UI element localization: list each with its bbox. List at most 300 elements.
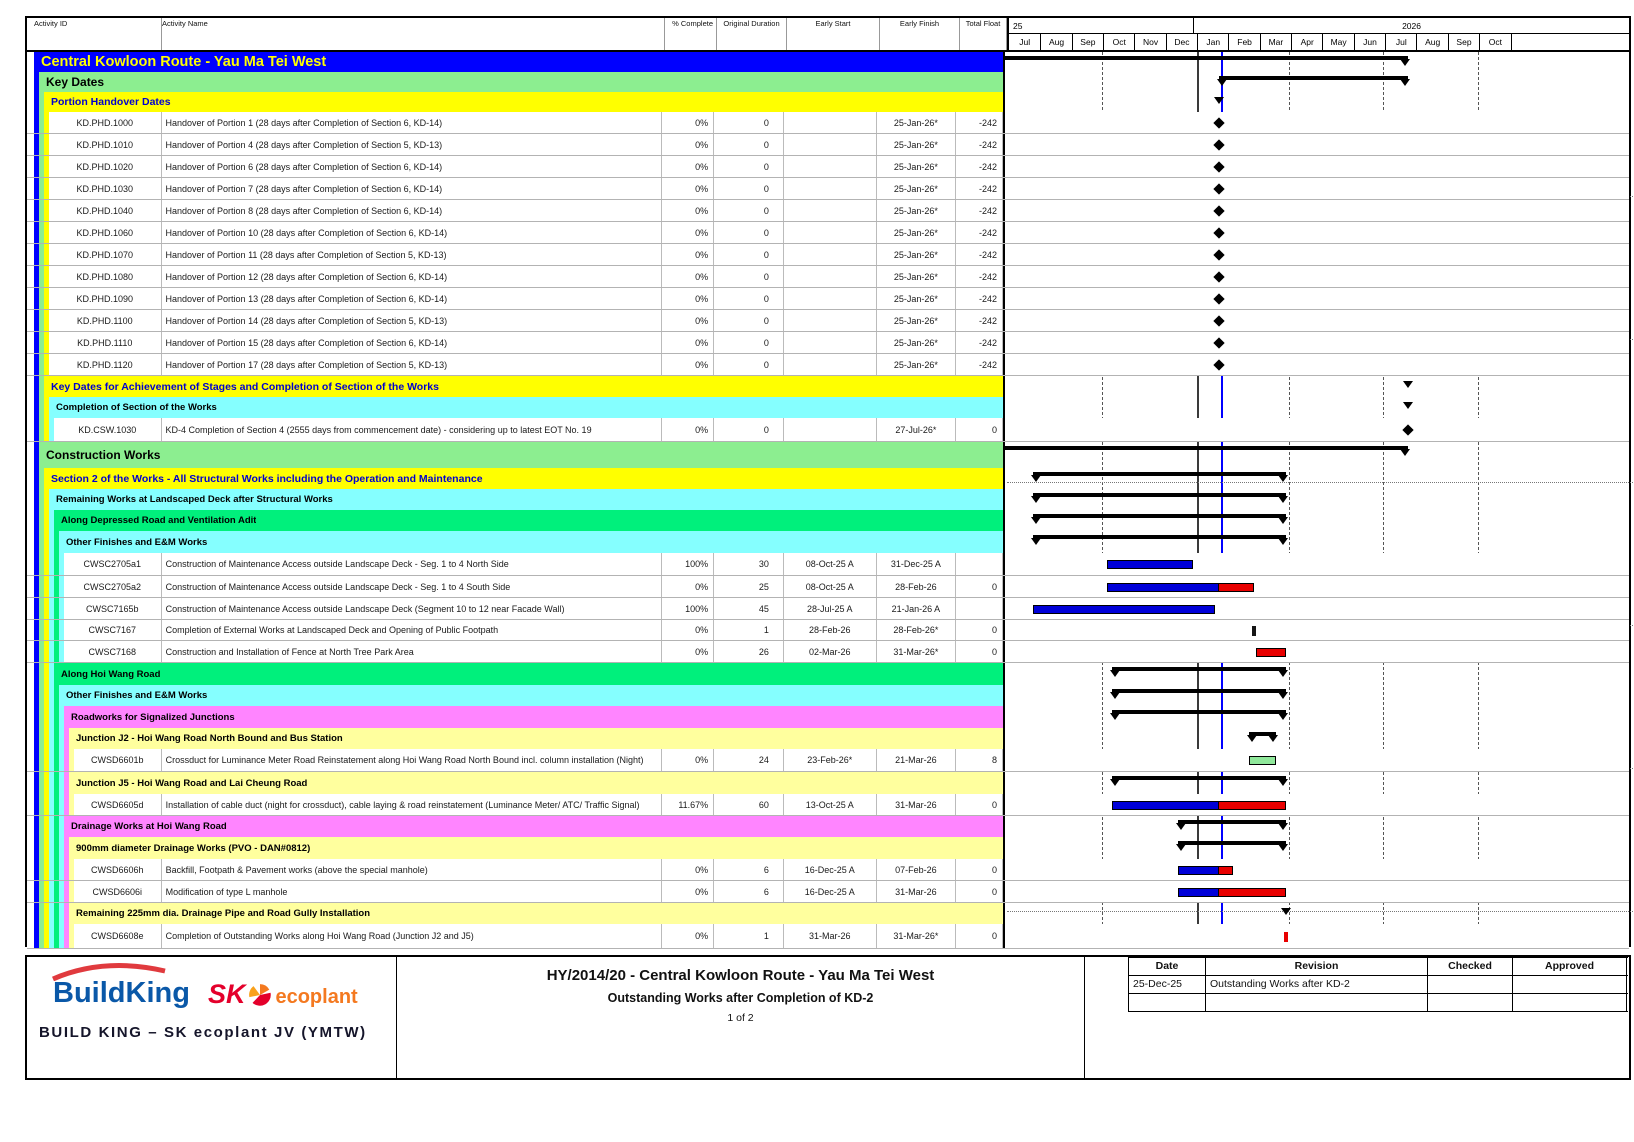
pct-complete-cell: 0%	[662, 881, 714, 902]
early-finish-cell: 21-Mar-26	[877, 749, 957, 771]
band-label: Remaining Works at Landscaped Deck after Structural Works	[56, 494, 333, 505]
milestone-diamond-icon	[1214, 249, 1225, 260]
activity-name-cell: Crossduct for Luminance Meter Road Reinstatement along Hoi Wang Road North Bound incl. column installation (Night)	[162, 749, 663, 771]
gantt-row-cell	[1003, 859, 1629, 880]
early-finish-cell: 25-Jan-26*	[877, 112, 957, 133]
pct-complete-cell: 0%	[662, 266, 714, 287]
band-label: Section 2 of the Works - All Structural Works including the Operation and Maintenance	[51, 472, 483, 485]
summary-start-icon	[1110, 779, 1120, 786]
band-label: Construction Works	[46, 448, 161, 462]
row-margin	[27, 837, 34, 859]
band-fill	[69, 728, 1003, 749]
band-fill	[64, 706, 1003, 728]
total-float-cell: -242	[956, 354, 1003, 375]
band-row-remaining-works-landscaped-deck	[27, 489, 1629, 510]
original-duration-cell: 60	[714, 794, 784, 815]
sk-ecoplant-logo	[208, 979, 358, 1010]
revision-row	[1129, 994, 1628, 1012]
band-label: Other Finishes and E&M Works	[66, 690, 208, 701]
early-finish-cell: 27-Jul-26*	[877, 418, 957, 441]
activity-name-cell: Construction and Installation of Fence at North Tree Park Area	[162, 641, 663, 662]
revision-cell	[1513, 976, 1627, 993]
gantt-row-cell	[1003, 442, 1629, 468]
activity-row-KD.PHD.1060	[27, 222, 1629, 244]
original-duration-cell: 0	[714, 310, 784, 331]
gantt-row-cell	[1003, 397, 1629, 418]
total-float-cell: 0	[956, 620, 1003, 640]
early-start-cell: 31-Mar-26	[784, 924, 877, 948]
summary-bar	[1112, 667, 1286, 671]
row-margin	[27, 816, 34, 837]
total-float-cell: 0	[956, 859, 1003, 880]
activity-row-KD.PHD.1070	[27, 244, 1629, 266]
row-margin	[27, 354, 34, 375]
early-start-cell	[784, 222, 877, 243]
milestone-diamond-icon	[1214, 271, 1225, 282]
logo-sk-text: SK	[207, 979, 246, 1009]
actual-bar	[1178, 866, 1219, 875]
band-row-drainage-900mm	[27, 837, 1629, 859]
original-duration-cell: 26	[714, 641, 784, 662]
early-finish-cell: 28-Feb-26*	[877, 620, 957, 640]
remaining-critical-bar	[1219, 801, 1286, 810]
activity-id-cell: CWSC7168	[64, 641, 162, 662]
summary-bar	[1219, 76, 1407, 80]
row-margin	[27, 772, 34, 794]
row-margin	[27, 468, 34, 489]
activity-id-cell: CWSD6606h	[74, 859, 162, 880]
band-fill	[54, 663, 1003, 685]
timeline-month-row	[1009, 34, 1629, 50]
original-duration-cell: 0	[714, 178, 784, 199]
gantt-row-cell	[1003, 418, 1629, 441]
row-margin	[27, 620, 34, 640]
early-finish-cell: 21-Jan-26 A	[877, 598, 957, 619]
milestone-diamond-icon	[1214, 161, 1225, 172]
total-float-cell: 8	[956, 749, 1003, 771]
activity-row-KD.PHD.1030	[27, 178, 1629, 200]
gantt-row-cell	[1003, 310, 1629, 331]
activity-row-CWSC2705a1	[27, 553, 1629, 576]
activity-name-cell: Installation of cable duct (night for crossduct), cable laying & road reinstatement (Luminance Meter/ ATC/ Traffic Signal)	[162, 794, 663, 815]
total-float-cell: -242	[956, 288, 1003, 309]
activity-id-cell: CWSD6608e	[74, 924, 162, 948]
summary-point-icon	[1403, 402, 1413, 409]
early-start-cell: 28-Feb-26	[784, 620, 877, 640]
remaining-noncritical-bar	[1249, 756, 1276, 765]
total-float-cell: -242	[956, 112, 1003, 133]
total-float-cell: -242	[956, 200, 1003, 221]
pct-complete-cell: 0%	[662, 200, 714, 221]
activity-row-CWSC7168	[27, 641, 1629, 663]
summary-finish-icon	[1400, 59, 1410, 66]
early-start-cell	[784, 266, 877, 287]
band-label: Central Kowloon Route - Yau Ma Tei West	[41, 54, 327, 70]
total-float-cell: 0	[956, 794, 1003, 815]
month-label: Oct	[1479, 34, 1510, 50]
activity-name-cell: Handover of Portion 1 (28 days after Completion of Section 6, KD-14)	[162, 112, 663, 133]
band-fill	[44, 376, 1003, 397]
band-label: 900mm diameter Drainage Works (PVO - DAN#0812)	[76, 842, 311, 854]
row-margin	[27, 244, 34, 265]
band-label: Drainage Works at Hoi Wang Road	[71, 821, 227, 832]
summary-point-icon	[1403, 381, 1413, 388]
total-float-cell: 0	[956, 418, 1003, 441]
activity-id-cell: KD.PHD.1090	[49, 288, 162, 309]
band-row-ckr-title	[27, 52, 1629, 72]
milestone-diamond-icon	[1214, 117, 1225, 128]
activity-name-cell: Handover of Portion 7 (28 days after Completion of Section 6, KD-14)	[162, 178, 663, 199]
activity-row-KD.PHD.1110	[27, 332, 1629, 354]
pct-complete-cell: 0%	[662, 244, 714, 265]
summary-finish-icon	[1268, 735, 1278, 742]
summary-bar	[1033, 535, 1286, 539]
gantt-row-cell	[1003, 620, 1629, 640]
activity-row-KD.CSW.1030	[27, 418, 1629, 442]
logo-section	[27, 957, 397, 1078]
band-row-other-finishes-em-1	[27, 531, 1629, 553]
band-fill	[39, 72, 1003, 92]
activity-name-cell: Backfill, Footpath & Pavement works (above the special manhole)	[162, 859, 663, 880]
row-margin	[27, 489, 34, 510]
activity-id-cell: KD.PHD.1120	[49, 354, 162, 375]
row-margin	[27, 52, 34, 72]
activity-name-cell: Handover of Portion 17 (28 days after Completion of Section 5, KD-13)	[162, 354, 663, 375]
milestone-diamond-icon	[1214, 315, 1225, 326]
revision-header-cell: Date	[1129, 958, 1206, 975]
summary-finish-icon	[1400, 79, 1410, 86]
row-margin	[27, 924, 34, 948]
gantt-row-cell	[1003, 772, 1629, 794]
summary-finish-icon	[1278, 517, 1288, 524]
band-row-other-finishes-em-2	[27, 685, 1629, 706]
early-finish-cell: 25-Jan-26*	[877, 156, 957, 177]
summary-start-icon	[1217, 79, 1227, 86]
activity-name-cell: Handover of Portion 13 (28 days after Completion of Section 6, KD-14)	[162, 288, 663, 309]
summary-finish-icon	[1278, 779, 1288, 786]
month-label: Sep	[1448, 34, 1479, 50]
revision-cell	[1206, 994, 1428, 1011]
pct-complete-cell: 0%	[662, 354, 714, 375]
column-header: % Complete	[665, 18, 717, 50]
early-start-cell	[784, 288, 877, 309]
band-fill	[59, 531, 1003, 553]
revision-header-cell: Approved	[1513, 958, 1627, 975]
original-duration-cell: 0	[714, 222, 784, 243]
activity-id-cell: KD.PHD.1010	[49, 134, 162, 155]
revision-cell	[1513, 994, 1627, 1011]
activity-row-KD.PHD.1120	[27, 354, 1629, 376]
row-margin	[27, 706, 34, 728]
gantt-row-cell	[1003, 576, 1629, 597]
row-margin	[27, 178, 34, 199]
revision-cell: 25-Dec-25	[1129, 976, 1206, 993]
activity-name-cell: Completion of External Works at Landscaped Deck and Opening of Public Footpath	[162, 620, 663, 640]
original-duration-cell: 0	[714, 156, 784, 177]
early-start-cell: 08-Oct-25 A	[784, 576, 877, 597]
activity-id-cell: CWSD6605d	[74, 794, 162, 815]
early-finish-cell: 31-Mar-26	[877, 794, 957, 815]
row-margin	[27, 663, 34, 685]
title-block	[25, 955, 1631, 1080]
band-label: Other Finishes and E&M Works	[66, 536, 208, 548]
original-duration-cell: 0	[714, 200, 784, 221]
actual-bar	[1107, 583, 1219, 592]
activity-row-CWSD6606i	[27, 881, 1629, 903]
band-row-remaining-225mm	[27, 903, 1629, 924]
row-margin	[27, 903, 34, 924]
year-2025-label: 25	[1013, 21, 1023, 31]
band-fill	[44, 92, 1003, 112]
band-row-roadworks-signalized-junctions	[27, 706, 1629, 728]
build-king-swoosh-icon	[49, 963, 169, 981]
milestone-diamond-icon	[1214, 139, 1225, 150]
revision-cell	[1428, 994, 1513, 1011]
activity-id-cell: KD.PHD.1110	[49, 332, 162, 353]
gantt-row-cell	[1003, 837, 1629, 859]
activity-name-cell: Handover of Portion 10 (28 days after Completion of Section 6, KD-14)	[162, 222, 663, 243]
revision-cell	[1428, 976, 1513, 993]
summary-start-icon	[1176, 823, 1186, 830]
gantt-row-cell	[1003, 72, 1629, 92]
early-finish-cell: 28-Feb-26	[877, 576, 957, 597]
month-label: Jan	[1197, 34, 1228, 50]
revision-cell	[1129, 994, 1206, 1011]
gantt-row-cell	[1003, 222, 1629, 243]
original-duration-cell: 0	[714, 244, 784, 265]
activity-name-cell: Handover of Portion 8 (28 days after Completion of Section 6, KD-14)	[162, 200, 663, 221]
activity-id-cell: KD.PHD.1070	[49, 244, 162, 265]
gantt-row-cell	[1003, 92, 1629, 112]
month-label: Nov	[1134, 34, 1165, 50]
band-fill	[69, 772, 1003, 794]
summary-bar	[1005, 56, 1408, 60]
summary-point-icon	[1281, 908, 1291, 915]
activity-row-CWSD6605d	[27, 794, 1629, 816]
column-header: Total Float	[960, 18, 1007, 50]
schedule-rows	[27, 52, 1629, 949]
summary-start-icon	[1247, 735, 1257, 742]
month-label: Feb	[1228, 34, 1259, 50]
early-start-cell	[784, 200, 877, 221]
summary-finish-icon	[1278, 692, 1288, 699]
row-margin	[27, 332, 34, 353]
original-duration-cell: 0	[714, 266, 784, 287]
band-label: Key Dates	[46, 75, 105, 89]
activity-name-cell: Construction of Maintenance Access outside Landscape Deck - Seg. 1 to 4 South Side	[162, 576, 663, 597]
activity-row-CWSC7165b	[27, 598, 1629, 620]
month-label: Jul	[1019, 36, 1031, 47]
band-fill	[49, 397, 1003, 418]
pct-complete-cell: 0%	[662, 310, 714, 331]
gantt-sheet	[25, 16, 1631, 947]
revision-table	[1128, 957, 1628, 1012]
early-start-cell: 23-Feb-26*	[784, 749, 877, 771]
early-finish-cell: 25-Jan-26*	[877, 288, 957, 309]
summary-bar	[1112, 776, 1286, 780]
month-label: Aug	[1040, 34, 1071, 50]
activity-id-cell: KD.PHD.1040	[49, 200, 162, 221]
activity-row-KD.PHD.1080	[27, 266, 1629, 288]
summary-finish-icon	[1278, 823, 1288, 830]
summary-finish-icon	[1278, 475, 1288, 482]
early-start-cell	[784, 178, 877, 199]
gantt-row-cell	[1003, 178, 1629, 199]
activity-name-cell: Handover of Portion 6 (28 days after Completion of Section 6, KD-14)	[162, 156, 663, 177]
gantt-row-cell	[1003, 468, 1629, 489]
early-finish-cell: 31-Mar-26*	[877, 924, 957, 948]
gantt-row-cell	[1003, 663, 1629, 685]
early-finish-cell: 25-Jan-26*	[877, 266, 957, 287]
column-header: Early Start	[787, 18, 880, 50]
milestone-diamond-icon	[1214, 293, 1225, 304]
band-row-along-depressed-road	[27, 510, 1629, 531]
actual-bar	[1178, 888, 1219, 897]
row-margin	[27, 156, 34, 177]
row-margin	[27, 418, 34, 441]
title-section	[397, 957, 1085, 1078]
band-fill	[49, 489, 1003, 510]
pct-complete-cell: 0%	[662, 156, 714, 177]
actual-bar	[1112, 801, 1219, 810]
month-label: Jul	[1385, 34, 1416, 50]
band-row-junction-j5	[27, 772, 1629, 794]
summary-point-icon	[1214, 97, 1224, 104]
early-finish-cell: 31-Mar-26	[877, 881, 957, 902]
milestone-diamond-icon	[1214, 337, 1225, 348]
gantt-row-cell	[1003, 354, 1629, 375]
row-margin	[27, 310, 34, 331]
band-label: Portion Handover Dates	[51, 96, 171, 108]
milestone-diamond-icon	[1402, 424, 1413, 435]
gantt-row-cell	[1003, 376, 1629, 397]
row-margin	[27, 685, 34, 706]
column-header: Original Duration	[717, 18, 787, 50]
row-margin	[27, 222, 34, 243]
column-header: Activity ID	[34, 18, 162, 50]
row-margin	[27, 288, 34, 309]
band-label: Along Hoi Wang Road	[61, 668, 161, 680]
summary-bar	[1112, 689, 1286, 693]
activity-id-cell: KD.PHD.1000	[49, 112, 162, 133]
activity-id-cell: CWSC7167	[64, 620, 162, 640]
gantt-row-cell	[1003, 332, 1629, 353]
total-float-cell: -242	[956, 266, 1003, 287]
original-duration-cell: 30	[714, 553, 784, 575]
early-start-cell	[784, 332, 877, 353]
activity-row-KD.PHD.1090	[27, 288, 1629, 310]
pct-complete-cell: 0%	[662, 288, 714, 309]
timeline-year-row	[1009, 18, 1629, 34]
early-start-cell	[784, 418, 877, 441]
early-finish-cell: 07-Feb-26	[877, 859, 957, 880]
gantt-row-cell	[1003, 706, 1629, 728]
activity-id-cell: KD.PHD.1060	[49, 222, 162, 243]
pct-complete-cell: 11.67%	[662, 794, 714, 815]
band-label: Remaining 225mm dia. Drainage Pipe and Road Gully Installation	[76, 908, 371, 919]
band-label: Along Depressed Road and Ventilation Adit	[61, 515, 257, 526]
activity-name-cell: Handover of Portion 12 (28 days after Completion of Section 6, KD-14)	[162, 266, 663, 287]
band-row-key-dates	[27, 72, 1629, 92]
revision-header-cell: Revision	[1206, 958, 1428, 975]
band-label: Junction J5 - Hoi Wang Road and Lai Cheung Road	[76, 777, 308, 789]
row-margin	[27, 510, 34, 531]
band-row-portion-handover-dates	[27, 92, 1629, 112]
pct-complete-cell: 0%	[662, 418, 714, 441]
pinwheel-icon	[247, 982, 273, 1008]
early-finish-cell: 25-Jan-26*	[877, 178, 957, 199]
gantt-row-cell	[1003, 266, 1629, 287]
gantt-row-cell	[1003, 598, 1629, 619]
gantt-row-cell	[1003, 641, 1629, 662]
activity-name-cell: Handover of Portion 11 (28 days after Completion of Section 5, KD-13)	[162, 244, 663, 265]
original-duration-cell: 6	[714, 881, 784, 902]
summary-start-icon	[1110, 692, 1120, 699]
band-fill	[34, 52, 1003, 72]
gantt-row-cell	[1003, 685, 1629, 706]
total-float-cell	[956, 553, 1003, 575]
original-duration-cell: 0	[714, 112, 784, 133]
row-margin	[27, 397, 34, 418]
activity-row-CWSD6608e	[27, 924, 1629, 949]
early-start-cell: 08-Oct-25 A	[784, 553, 877, 575]
early-start-cell	[784, 134, 877, 155]
month-label: Oct	[1103, 34, 1134, 50]
summary-start-icon	[1110, 713, 1120, 720]
month-filler	[1511, 34, 1630, 50]
activity-id-cell: CWSC2705a2	[64, 576, 162, 597]
column-headers	[27, 18, 1007, 50]
revision-header-cell: Checked	[1428, 958, 1513, 975]
month-label: Dec	[1166, 34, 1197, 50]
gantt-row-cell	[1003, 881, 1629, 902]
band-row-section-2	[27, 468, 1629, 489]
activity-id-cell: KD.PHD.1020	[49, 156, 162, 177]
band-label: Completion of Section of the Works	[56, 402, 217, 413]
early-finish-cell: 25-Jan-26*	[877, 134, 957, 155]
early-finish-cell: 25-Jan-26*	[877, 244, 957, 265]
timeline-header	[1007, 18, 1629, 50]
original-duration-cell: 0	[714, 332, 784, 353]
pct-complete-cell: 0%	[662, 749, 714, 771]
band-label: Roadworks for Signalized Junctions	[71, 711, 235, 723]
row-margin	[27, 92, 34, 112]
month-label: Mar	[1260, 34, 1291, 50]
year-2026-label: 2026	[1193, 18, 1629, 33]
activity-row-KD.PHD.1010	[27, 134, 1629, 156]
band-fill	[39, 442, 1003, 468]
month-label: Jun	[1354, 34, 1385, 50]
activity-row-CWSC2705a2	[27, 576, 1629, 598]
pct-complete-cell: 0%	[662, 620, 714, 640]
remaining-critical-bar	[1256, 648, 1286, 657]
activity-name-cell: Handover of Portion 14 (28 days after Completion of Section 5, KD-13)	[162, 310, 663, 331]
band-fill	[44, 468, 1003, 489]
row-margin	[27, 794, 34, 815]
pct-complete-cell: 100%	[662, 598, 714, 619]
activity-row-CWSC7167	[27, 620, 1629, 641]
summary-finish-icon	[1278, 670, 1288, 677]
summary-bar	[1112, 710, 1286, 714]
early-start-cell: 16-Dec-25 A	[784, 859, 877, 880]
activity-name-cell: Handover of Portion 4 (28 days after Completion of Section 5, KD-13)	[162, 134, 663, 155]
one-day-task-bar	[1284, 932, 1288, 942]
month-label: Apr	[1291, 34, 1322, 50]
row-margin	[27, 266, 34, 287]
activity-row-CWSD6606h	[27, 859, 1629, 881]
early-finish-cell: 25-Jan-26*	[877, 310, 957, 331]
original-duration-cell: 0	[714, 418, 784, 441]
